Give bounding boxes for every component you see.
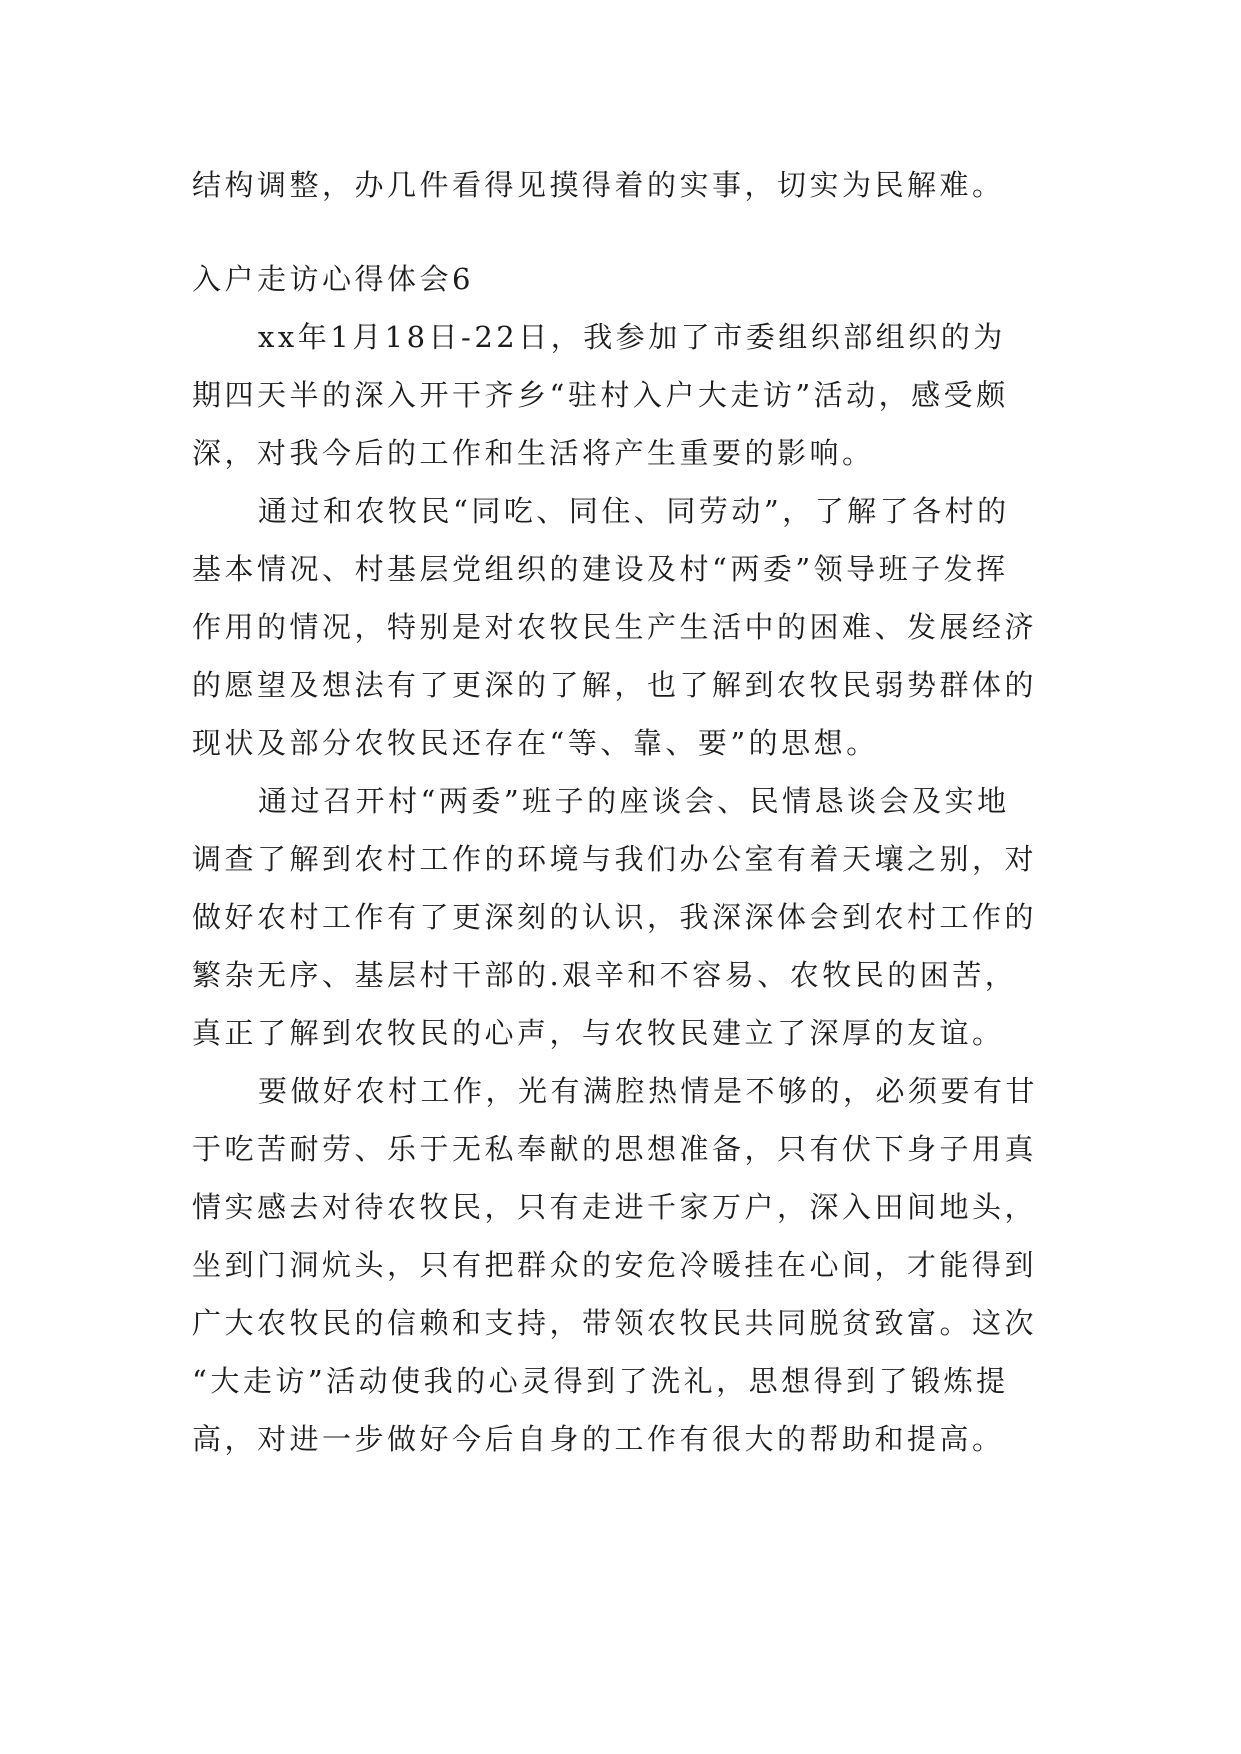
paragraph-1 — [192, 308, 1052, 482]
paragraph-line: 深，对我今后的工作和生活将产生重要的影响。 — [192, 436, 875, 470]
section-gap — [192, 214, 1052, 250]
paragraph-3 — [192, 772, 1052, 1062]
paragraph-line: 期四天半的深入开干齐乡“驻村入户大走访”活动，感受颇 — [192, 378, 1009, 412]
paragraph-line: xx年1月18日-22日，我参加了市委组织部组织的为 — [258, 320, 1006, 354]
continuation-line: 结构调整，办几件看得见摸得着的实事，切实为民解难。 — [192, 168, 1005, 202]
paragraph-line: 调查了解到农村工作的环境与我们办公室有着天壤之别，对 — [192, 842, 1038, 876]
paragraph-line: 情实感去对待农牧民，只有走进千家万户，深入田间地头， — [192, 1190, 1038, 1224]
paragraph-line: 通过和农牧民“同吃、同住、同劳动”，了解了各村的 — [258, 494, 1010, 528]
section-title: 入户走访心得体会6 — [192, 262, 474, 296]
document-body — [192, 156, 1052, 1468]
paragraph-line: 现状及部分农牧民还存在“等、靠、要”的思想。 — [192, 726, 879, 760]
paragraph-line: 的愿望及想法有了更深的了解，也了解到农牧民弱势群体的 — [192, 668, 1038, 702]
paragraph-line: 作用的情况，特别是对农牧民生产生活中的困难、发展经济 — [192, 610, 1038, 644]
paragraph-line: 基本情况、村基层党组织的建设及村“两委”领导班子发挥 — [192, 552, 1009, 586]
paragraph-line: 于吃苦耐劳、乐于无私奉献的思想准备，只有伏下身子用真 — [192, 1132, 1038, 1166]
paragraph-line: 高，对进一步做好今后自身的工作有很大的帮助和提高。 — [192, 1422, 1005, 1456]
paragraph-line: 通过召开村“两委”班子的座谈会、民情恳谈会及实地 — [258, 784, 1010, 818]
paragraph-line: 做好农村工作有了更深刻的认识，我深深体会到农村工作的 — [192, 900, 1038, 934]
paragraph-line: “大走访”活动使我的心灵得到了洗礼，思想得到了锻炼提 — [192, 1364, 1009, 1398]
paragraph-line: 要做好农村工作，光有满腔热情是不够的，必须要有甘 — [258, 1074, 1039, 1108]
paragraph-line: 真正了解到农牧民的心声，与农牧民建立了深厚的友谊。 — [192, 1016, 1005, 1050]
paragraph-line: 繁杂无序、基层村干部的.艰辛和不容易、农牧民的困苦， — [192, 958, 1018, 992]
paragraph-4 — [192, 1062, 1052, 1468]
paragraph-line: 广大农牧民的信赖和支持，带领农牧民共同脱贫致富。这次 — [192, 1306, 1038, 1340]
paragraph-line: 坐到门洞炕头，只有把群众的安危冷暖挂在心间，才能得到 — [192, 1248, 1038, 1282]
paragraph-2 — [192, 482, 1052, 772]
